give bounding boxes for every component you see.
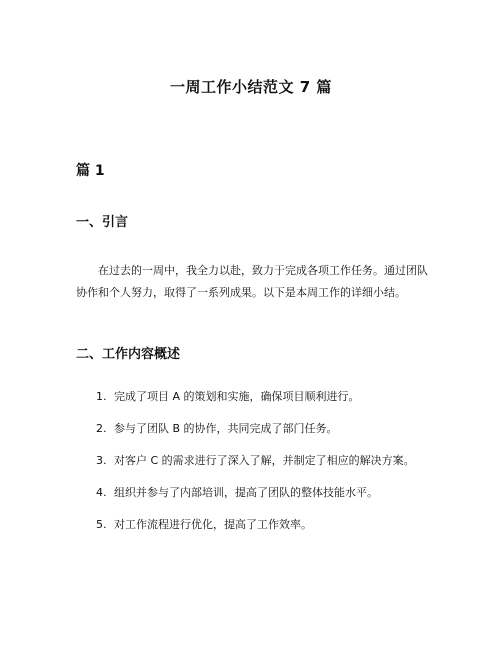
list-item-text: 完成了项目 A 的策划和实施，确保项目顺利进行。 [114, 390, 360, 403]
list-item-text: 对工作流程进行优化，提高了工作效率。 [114, 518, 312, 531]
list-item [96, 517, 415, 549]
section-heading-work-overview: 二、工作内容概述 [76, 347, 181, 362]
list-item-number: 1. [96, 390, 107, 403]
introduction-paragraph: 在过去的一周中，我全力以赴，致力于完成各项工作任务。通过团队协作和个人努力，取得了一系列成果。以下是本周工作的详细小结。 [76, 264, 428, 299]
list-item-number: 3. [96, 454, 107, 467]
list-item-number: 2. [96, 422, 107, 435]
list-item [96, 389, 415, 421]
list-item-text: 参与了团队 B 的协作，共同完成了部门任务。 [114, 422, 338, 435]
list-item [96, 453, 415, 485]
document-title: 一周工作小结范文 7 篇 [170, 78, 332, 96]
section-heading-introduction: 一、引言 [76, 215, 129, 230]
list-item [96, 485, 415, 517]
list-item-text: 组织并参与了内部培训，提高了团队的整体技能水平。 [114, 486, 378, 499]
part-heading: 篇 1 [76, 163, 105, 179]
list-item-number: 5. [96, 518, 107, 531]
list-item-text: 对客户 C 的需求进行了深入了解，并制定了相应的解决方案。 [114, 454, 415, 467]
list-item [96, 421, 415, 453]
list-item-number: 4. [96, 486, 107, 499]
work-content-list [96, 389, 415, 549]
